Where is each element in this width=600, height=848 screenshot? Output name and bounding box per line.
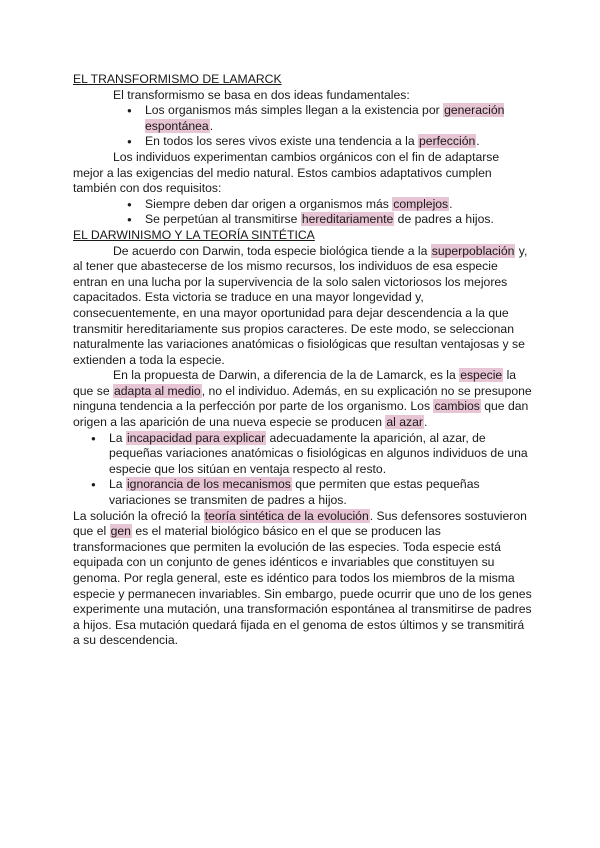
highlight: generación espontánea [145, 103, 505, 133]
highlight: perfección [419, 134, 476, 149]
darwin-problems-list [73, 431, 533, 509]
lamarck-intro: El transformismo se basa en dos ideas fundamentales: [113, 87, 410, 102]
lamarck-ideas-list [73, 103, 533, 150]
highlight: al azar [386, 415, 423, 430]
list-item: ● Se perpetúan al transmitirse hereditariamente de padres a hijos. [73, 212, 533, 228]
darwin-paragraph-1: De acuerdo con Darwin, toda especie biológica tiende a la superpoblación y, al tener que abastecerse de los mismo recursos, los individuos de esa especie entran en una lucha por la supervivencia de la solo salen victoriosos los mejores capacitados. Esta victoria se traduce en una mayor longevidad y, consecuentemente, en una mayor oportunidad para dejar descendencia a la que transmitir hereditariamente sus propios caracteres. De este modo, se seleccionan naturalmente las variaciones anatómicas o fisiológicas que resultan ventajosas y se extienden a toda la especie. [73, 243, 528, 367]
document-body [73, 72, 533, 649]
highlight: especie [460, 368, 503, 383]
highlight: cambios [434, 399, 480, 414]
highlight: ignorancia de los mecanismos [126, 477, 291, 492]
list-item: ● Los organismos más simples llegan a la existencia por generación espontánea. [73, 103, 533, 134]
list-item: ● Siempre deben dar origen a organismos más complejos. [73, 197, 533, 213]
lamarck-heading: EL TRANSFORMISMO DE LAMARCK [73, 72, 282, 86]
highlight: hereditariamente [301, 212, 394, 227]
list-item: ● En todos los seres vivos existe una tendencia a la perfección. [73, 134, 533, 150]
darwin-paragraph-3: La solución la ofreció la teoría sintética de la evolución. Sus defensores sostuvieron que el gen es el material biológico básico en el que se producen las transformaciones que permiten la evolución de las especies. Toda especie está equipada con un conjunto de genes idénticos e invariables que constituyen su genoma. Por regla general, este es idéntico para todos los miembros de la misma especie y permanecen invariables. Sin embargo, puede ocurrir que uno de los genes experimente una mutación, una transformación espontánea al transmitirse de padres a hijos. Esa mutación quedará fijada en el genoma de estos últimos y se transmitirá a su descendencia. [73, 508, 532, 648]
highlight: incapacidad para explicar [126, 430, 266, 445]
list-item: ● La ignorancia de los mecanismos que permiten que estas pequeñas variaciones se transmiten de padres a hijos. [73, 477, 533, 508]
highlight: adapta al medio [113, 383, 201, 398]
lamarck-requirements-list [73, 197, 533, 228]
darwin-paragraph-2: En la propuesta de Darwin, a diferencia de la de Lamarck, es la especie la que se adapta al medio, no el individuo. Además, en su explicación no se presupone ninguna tendencia a la perfección por parte de los organismo. Los cambios que dan origen a las aparición de una nueva especie se producen al azar. [73, 368, 532, 430]
highlight: teoría sintética de la evolución [204, 508, 369, 523]
darwin-heading: EL DARWINISMO Y LA TEORÍA SINTÉTICA [73, 227, 315, 242]
list-item: ● La incapacidad para explicar adecuadamente la aparición, al azar, de pequeñas variaciones anatómicas o fisiológicas en algunos individuos de una especie que los sitúan en ventaja respecto al resto. [73, 431, 533, 478]
lamarck-paragraph: Los individuos experimentan cambios orgánicos con el fin de adaptarse mejor a las exigencias del medio natural. Estos cambios adaptativos cumplen también con dos requisitos: [73, 149, 500, 196]
highlight: gen [110, 524, 131, 539]
highlight: superpoblación [431, 243, 515, 258]
highlight: complejos [393, 196, 449, 211]
